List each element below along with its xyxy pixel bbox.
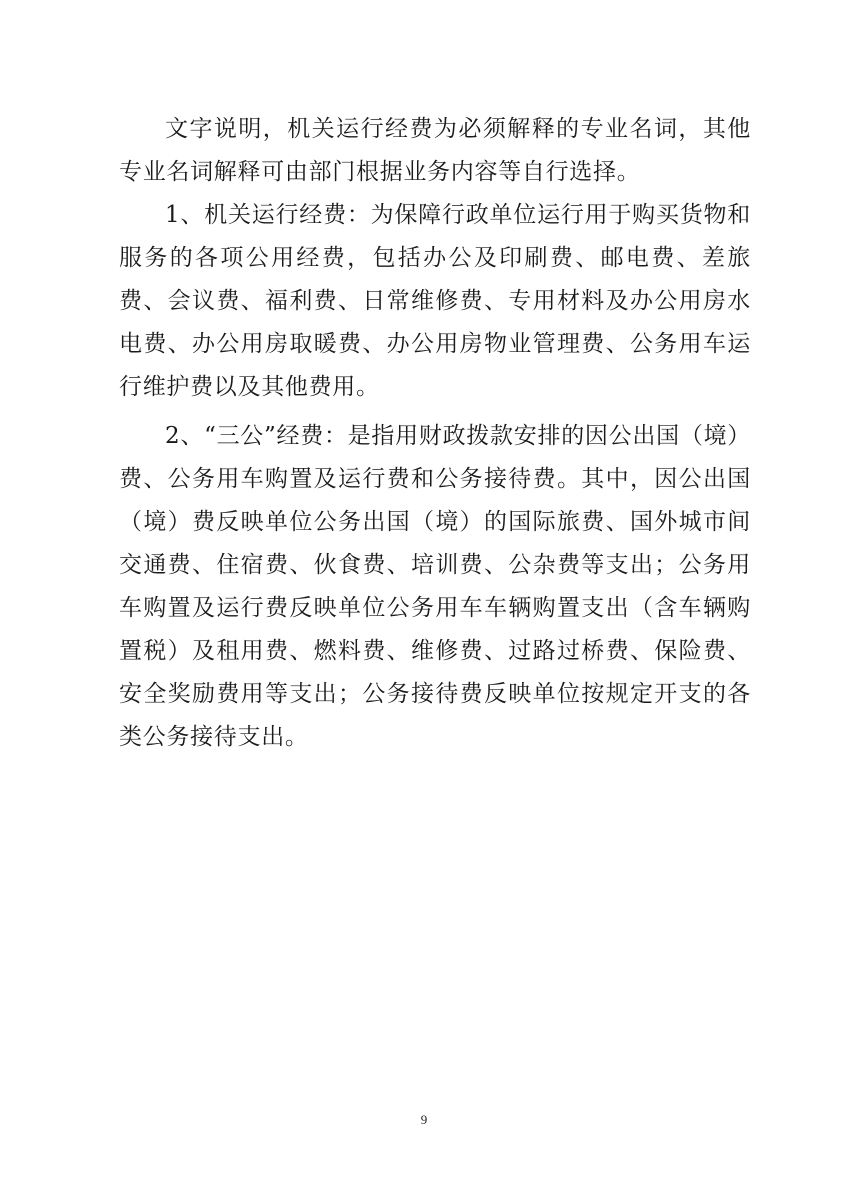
- definition-three-public-expenses: 2、“三公”经费：是指用财政拨款安排的因公出国（境）费、公务用车购置及运行费和公务接待费。其中，因公出国（境）费反映单位公务出国（境）的国际旅费、国外城市间交通费、住宿费、伙食费、培训费、公杂费等支出；公务用车购置及运行费反映单位公务用车车辆购置支出（含车辆购置税）及租用费、燃料费、维修费、过路过桥费、保险费、安全奖励费用等支出；公务接待费反映单位按规定开支的各类公务接待支出。: [119, 423, 751, 750]
- page-number: 9: [420, 1112, 428, 1127]
- body-text: [119, 108, 751, 765]
- intro-paragraph: 文字说明，机关运行经费为必须解释的专业名词，其他专业名词解释可由部门根据业务内容等自行选择。: [119, 116, 751, 185]
- definition-operating-expenses: 1、机关运行经费：为保障行政单位运行用于购买货物和服务的各项公用经费，包括办公及印刷费、邮电费、差旅费、会议费、福利费、日常维修费、专用材料及办公用房水电费、办公用房取暖费、办公用房物业管理费、公务用车运行维护费以及其他费用。: [119, 202, 751, 400]
